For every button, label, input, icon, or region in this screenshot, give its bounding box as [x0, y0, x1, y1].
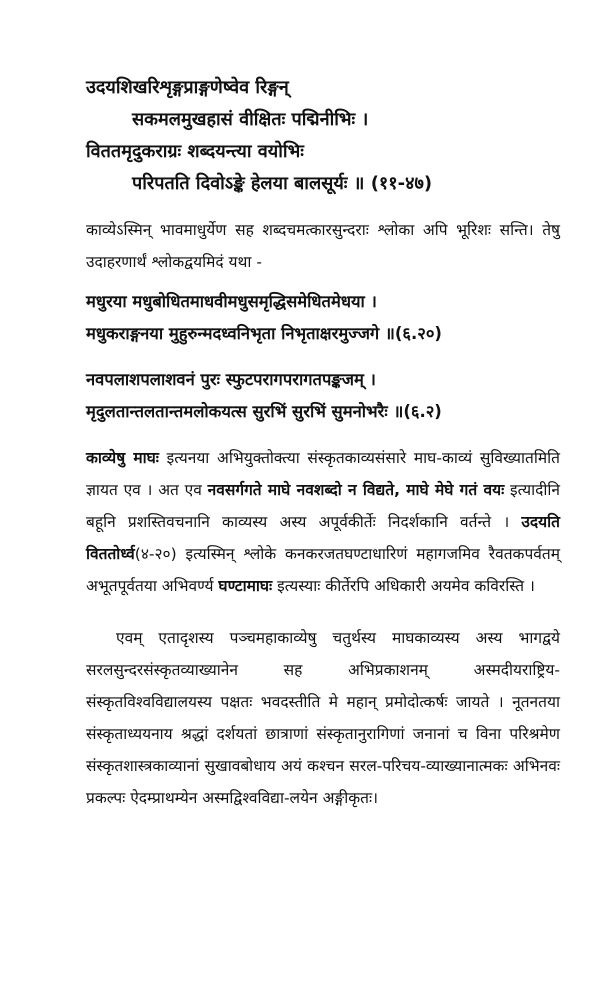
bold-phrase: उदयति विततोर्ध्व — [86, 513, 560, 563]
verse-6-2 — [86, 364, 560, 428]
intro-paragraph: काव्येऽस्मिन् भावमाधुर्येण सह शब्दचमत्कारसुन्दराः श्लोका अपि भूरिशः सन्ति। तेषु उदाहरणार्थं श्लोकद्वयमिदं यथा - — [86, 221, 560, 271]
bold-phrase: काव्येषु माघः — [86, 449, 159, 467]
publication-paragraph: एवम् एतादृशस्य पञ्चमहाकाव्येषु चतुर्थस्य माघकाव्यस्य अस्य भागद्वये सरलसुन्दरसंस्कृतव्याख्यानेन सह अभिप्रकाशनम् अस्मदीयराष्ट्रिय-संस्कृतविश्वविद्यालयस्य पक्षतः भवदस्तीति मे महान् प्रमोदोत्कर्षः जायते । नूतनतया संस्कृताध्ययनाय श्रद्धां दर्शयतां छात्राणां संस्कृतानुरागिणां जनानां च विना परिश्रमेण संस्कृतशास्त्रकाव्यानां सुखावबोधाय अयं कश्चन सरल-परिचय-व्याख्यानात्मकः अभिनवः प्रकल्पः ऐदम्प्राथम्येन अस्मद्विश्वविद्या-लयेन अङ्गीकृतः। — [86, 629, 560, 807]
verse-line: मधुरया मधुबोधितमाधवीमधुसमृद्धिसमेधितमेधया । — [86, 292, 377, 311]
verse-6-20 — [86, 286, 560, 350]
verse-line: मृदुलतान्तलतान्तमलोकयत्स सुरभिं सुरभिं सुमनोभरैः ॥(६.२) — [86, 402, 442, 421]
verse-line: मधुकराङ्गनया मुहुरुन्मदध्वनिभृता निभृताक्षरमुज्जगे ॥(६.२०) — [86, 324, 442, 343]
text-run: इत्यस्याः कीर्तेरपि अधिकारी अयमेव कविरस्ति । — [272, 577, 535, 595]
verse-11-47 — [86, 72, 560, 200]
verse-line: विततमृदुकराग्रः शब्दयन्त्या वयोभिः — [86, 141, 304, 162]
verse-line: नवपलाशपलाशवनं पुरः स्फुटपरागपरागतपङ्कजम् । — [86, 370, 376, 389]
bold-phrase: नवसर्गगते माघे नवशब्दो न विद्यते, माघे मेघे गतं वयः — [207, 481, 505, 499]
verse-line: उदयशिखरिशृङ्गप्राङ्गणेष्वेव रिङ्गन् — [86, 77, 289, 98]
text-run: इत्यादीनि बहूनि प्रशस्तिवचनानि काव्यस्य अस्य अपूर्वकीर्तेः निदर्शकानि वर्तन्ते । — [86, 481, 560, 531]
magha-praise-paragraph — [86, 442, 560, 602]
verse-line: सकमलमुखहासं वीक्षितः पद्मिनीभिः । — [132, 109, 369, 130]
verse-line: परिपतति दिवोऽङ्के हेलया बालसूर्यः ॥ (११-४७) — [132, 173, 433, 194]
bold-phrase: घण्टामाघः — [218, 577, 273, 595]
text-run: (४-२०) इत्यस्मिन् श्लोके कनकरजतघण्टाधारिणं महागजमिव रैवतकपर्वतम् अभूतपूर्वतया अभिवर्ण्य — [86, 545, 560, 595]
text-run: इत्यनया अभियुक्तोक्त्या संस्कृतकाव्यसंसारे माघ-काव्यं सुविख्यातमिति ज्ञायत एव । अत एव — [86, 449, 560, 499]
